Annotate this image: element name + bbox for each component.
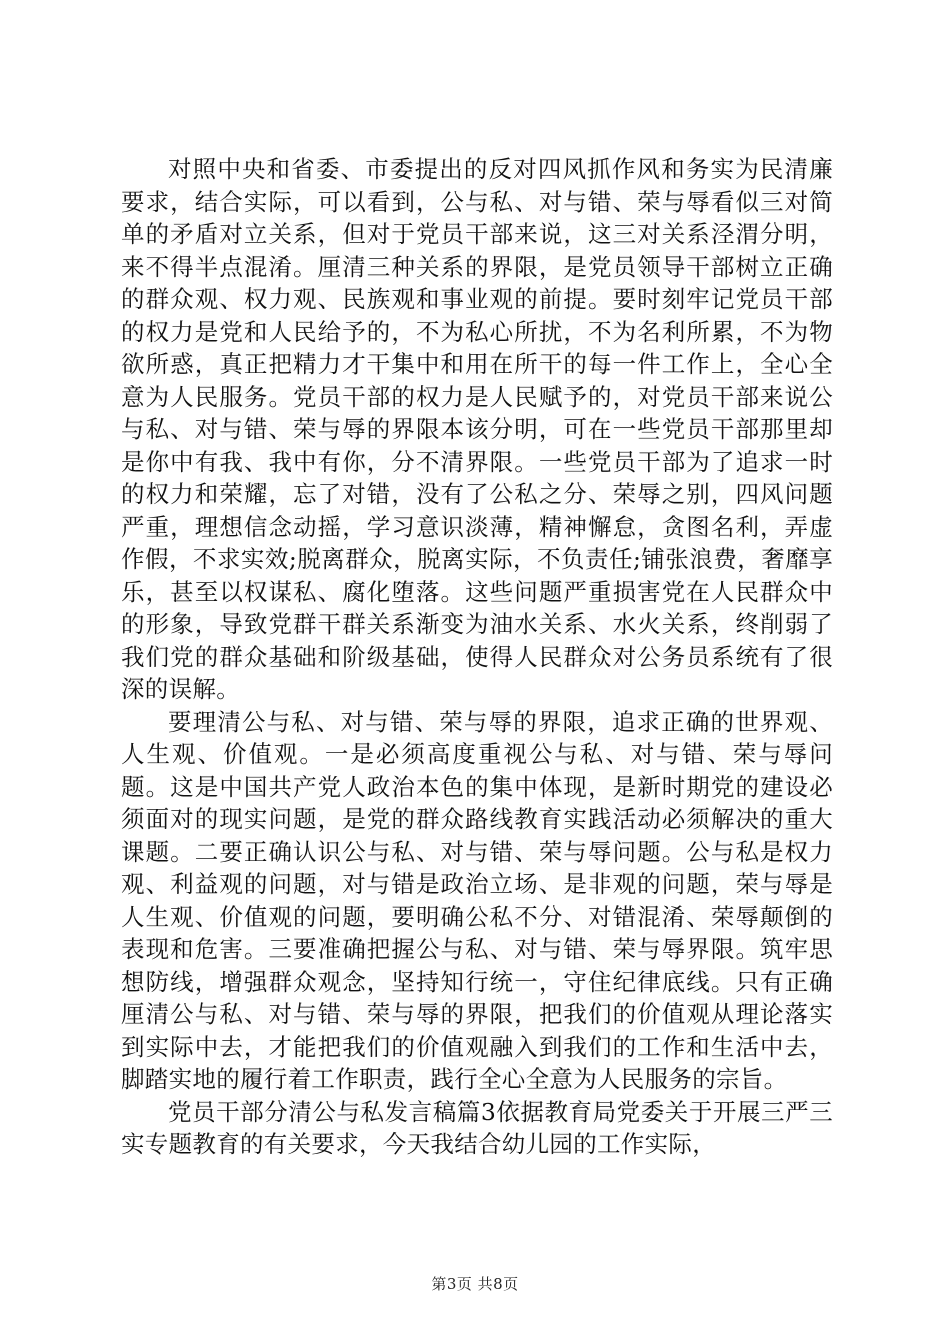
document-body	[121, 153, 833, 1161]
page-number-footer: 第3页 共8页	[431, 1275, 519, 1293]
paragraph-1: 对照中央和省委、市委提出的反对四风抓作风和务实为民清廉要求，结合实际，可以看到，公与私、对与错、荣与辱看似三对简单的矛盾对立关系，但对于党员干部来说，这三对关系泾渭分明，来不得半点混淆。厘清三种关系的界限，是党员领导干部树立正确的群众观、权力观、民族观和事业观的前提。要时刻牢记党员干部的权力是党和人民给予的，不为私心所扰，不为名利所累，不为物欲所惑，真正把精力才干集中和用在所干的每一件工作上，全心全意为人民服务。党员干部的权力是人民赋予的，对党员干部来说公与私、对与错、荣与辱的界限本该分明，可在一些党员干部那里却是你中有我、我中有你，分不清界限。一些党员干部为了追求一时的权力和荣耀，忘了对错，没有了公私之分、荣辱之别，四风问题严重，理想信念动摇，学习意识淡薄，精神懈怠，贪图名利，弄虚作假，不求实效;脱离群众，脱离实际，不负责任;铺张浪费，奢靡享乐，甚至以权谋私、腐化堕落。这些问题严重损害党在人民群众中的形象，导致党群干群关系渐变为油水关系、水火关系，终削弱了我们党的群众基础和阶级基础，使得人民群众对公务员系统有了很深的误解。	[121, 155, 833, 703]
paragraph-3: 党员干部分清公与私发言稿篇3依据教育局党委关于开展三严三实专题教育的有关要求，今天我结合幼儿园的工作实际，	[121, 1097, 833, 1158]
paragraph-2: 要理清公与私、对与错、荣与辱的界限，追求正确的世界观、人生观、价值观。一是必须高度重视公与私、对与错、荣与辱问题。这是中国共产党人政治本色的集中体现，是新时期党的建设必须面对的现实问题，是党的群众路线教育实践活动必须解决的重大课题。二要正确认识公与私、对与错、荣与辱问题。公与私是权力观、利益观的问题，对与错是政治立场、是非观的问题，荣与辱是人生观、价值观的问题，要明确公私不分、对错混淆、荣辱颠倒的表现和危害。三要准确把握公与私、对与错、荣与辱界限。筑牢思想防线，增强群众观念，坚持知行统一，守住纪律底线。只有正确厘清公与私、对与错、荣与辱的界限，把我们的价值观从理论落实到实际中去，才能把我们的价值观融入到我们的工作和生活中去，脚踏实地的履行着工作职责，践行全心全意为人民服务的宗旨。	[121, 707, 833, 1093]
